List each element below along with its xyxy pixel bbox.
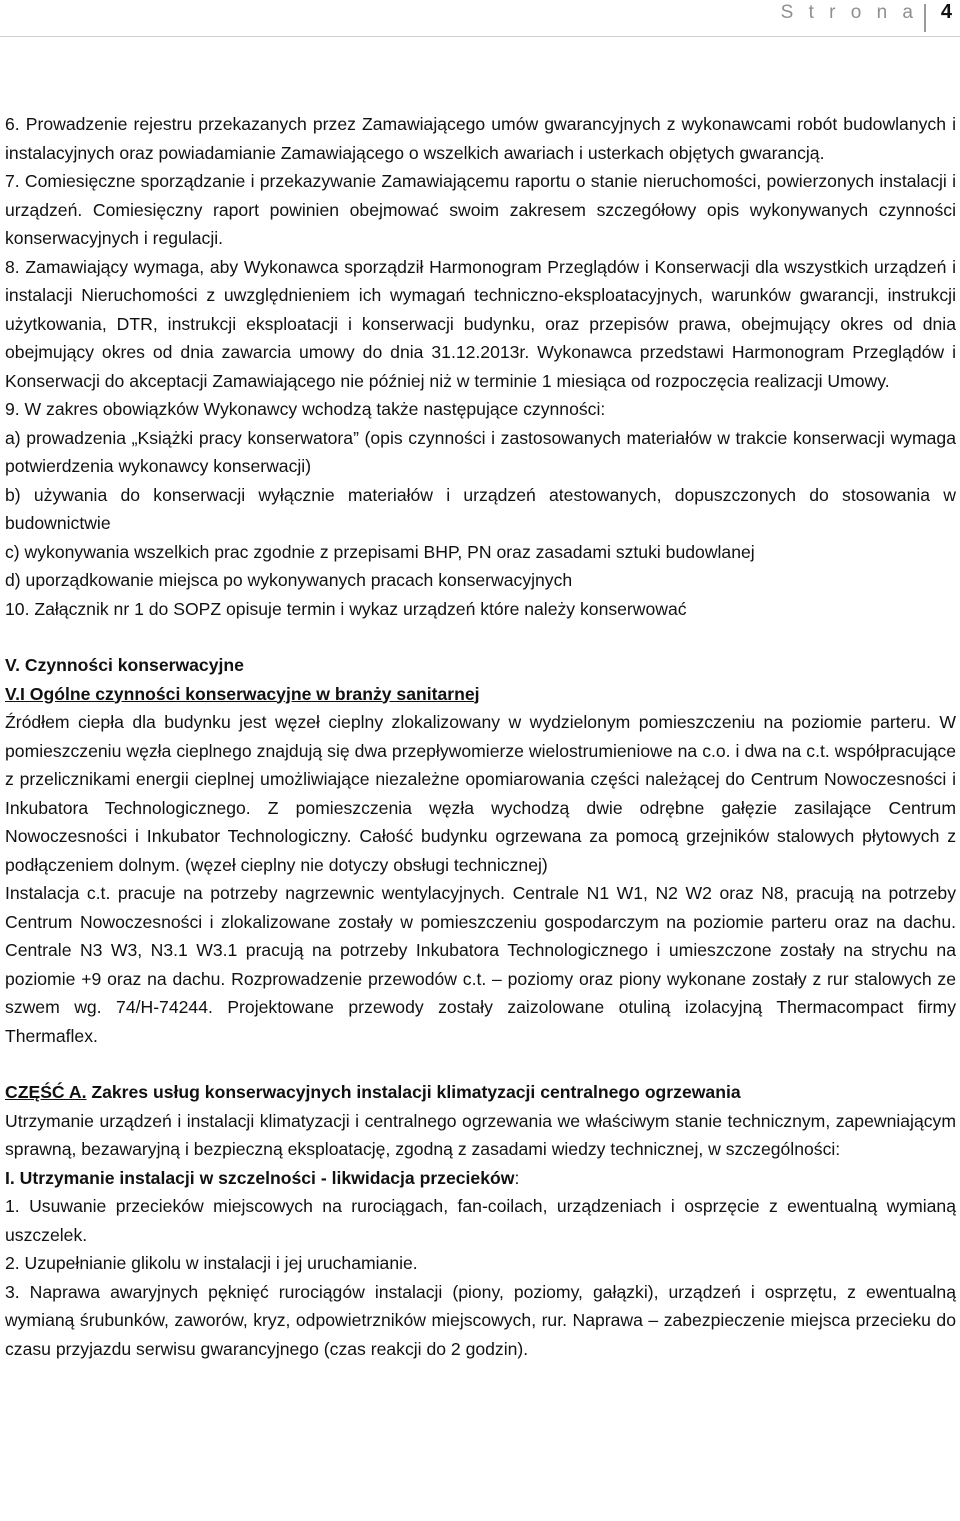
- part-a-item-2: 2. Uzupełnianie glikolu w instalacji i jej uruchamianie.: [5, 1253, 418, 1273]
- paragraph-9c: c) wykonywania wszelkich prac zgodnie z przepisami BHP, PN oraz zasadami sztuki budowlanej: [5, 541, 755, 562]
- section-v-title: V. Czynności konserwacyjne: [5, 655, 244, 675]
- header-rule: [0, 36, 960, 37]
- section-v-body-2: Instalacja c.t. pracuje na potrzeby nagrzewnic wentylacyjnych. Centrale N1 W1, N2 W2 oraz N8, pracują na potrzeby Centrum Nowoczesności i zlokalizowane zostały w pomieszczeniu gospodarczym na poziomie parteru oraz na dachu. Centrale N3 W3, N3.1 W3.1 pracują na potrzeby Inkubatora Technologicznego i umieszczone zostały na strychu na poziomie +9 oraz na dachu. Rozprowadzenie przewodów c.t. – poziomy oraz piony wykonane zostały z rur stalowych ze szwem wg. 74/H-74244. Projektowane przewody zostały zaizolowane otuliną izolacyjną Thermacompact firmy Thermaflex.: [5, 883, 956, 1046]
- page-header: [0, 0, 960, 32]
- part-a-item-1: 1. Usuwanie przecieków miejscowych na rurociągach, fan-coilach, urządzeniach i osprzęcie z ewentualną wymianą uszczelek.: [5, 1196, 956, 1245]
- paragraph-9: 9. W zakres obowiązków Wykonawcy wchodzą także następujące czynności:: [5, 399, 606, 419]
- part-a-subheading-colon: :: [514, 1167, 520, 1188]
- spacer: [5, 1050, 956, 1078]
- document-body: [5, 110, 956, 1363]
- page-label: S t r o n a: [780, 2, 918, 23]
- paragraph-8: 8. Zamawiający wymaga, aby Wykonawca sporządził Harmonogram Przeglądów i Konserwacji dla wszystkich urządzeń i instalacji Nieruchomości z uwzględnieniem ich wymagań techniczno-eksploatacyjnych, warunków gwarancji, instrukcji użytkowania, DTR, instrukcji eksploatacji i konserwacji budynku, oraz przepisów prawa, obejmujący okres od dnia obejmujący okres od dnia zawarcia umowy do dnia 31.12.2013r. Wykonawca przedstawi Harmonogram Przeglądów i Konserwacji do akceptacji Zamawiającego nie później niż w terminie 1 miesiąca od rozpoczęcia realizacji Umowy.: [5, 256, 956, 391]
- part-a-item-3: 3. Naprawa awaryjnych pęknięć rurociągów instalacji (piony, poziomy, gałązki), urządzeń i osprzętu, z ewentualną wymianą śrubunków, zaworów, kryz, odpowietrzników miejscowych, rur. Naprawa – zabezpieczenie miejsca przecieku do czasu przyjazdu serwisu gwarancyjnego (czas reakcji do 2 godzin).: [5, 1281, 956, 1359]
- paragraph-9b: b) używania do konserwacji wyłącznie materiałów i urządzeń atestowanych, dopuszczonych do stosowania w budownictwie: [5, 484, 956, 533]
- page-number: 4: [940, 1, 952, 23]
- paragraph-10: 10. Załącznik nr 1 do SOPZ opisuje termin i wykaz urządzeń które należy konserwować: [5, 598, 687, 619]
- paragraph-7: 7. Comiesięczne sporządzanie i przekazywanie Zamawiającemu raportu o stanie nieruchomości, powierzonych instalacji i urządzeń. Comiesięczny raport powinien obejmować swoim zakresem szczegółowy opis wykonywanych czynności konserwacyjnych i regulacji.: [5, 171, 956, 248]
- part-a-intro: Utrzymanie urządzeń i instalacji klimatyzacji i centralnego ogrzewania we właściwym stanie technicznym, zapewniającym sprawną, bezawaryjną i bezpieczną eksploatację, zgodną z zasadami wiedzy technicznej, w szczególności:: [5, 1110, 956, 1159]
- paragraph-9a: a) prowadzenia „Książki pracy konserwatora” (opis czynności i zastosowanych materiałów w trakcie konserwacji wymaga potwierdzenia wykonawcy konserwacji): [5, 427, 956, 476]
- section-v-body-1: Źródłem ciepła dla budynku jest węzeł cieplny zlokalizowany w wydzielonym pomieszczeniu na poziomie parteru. W pomieszczeniu węzła cieplnego znajdują się dwa przepływomierze wielostrumieniowe na c.o. i dwa na c.t. współpracujące z przelicznikami energii cieplnej umożliwiające niezależne opomiarowania części należącej do Centrum Nowoczesności i Inkubatora Technologicznego. Z pomieszczenia węzła wychodzą dwie odrębne gałęzie zasilające Centrum Nowoczesności i Inkubator Technologiczny. Całość budynku ogrzewana za pomocą grzejników stalowych płytowych z podłączeniem dolnym. (węzeł cieplny nie dotyczy obsługi technicznej): [5, 712, 956, 875]
- paragraph-9d: d) uporządkowanie miejsca po wykonywanych pracach konserwacyjnych: [5, 570, 573, 590]
- spacer: [5, 623, 956, 651]
- header-divider: [924, 4, 926, 32]
- section-v-subtitle: V.I Ogólne czynności konserwacyjne w branży sanitarnej: [5, 683, 480, 704]
- part-a-subheading-text: I. Utrzymanie instalacji w szczelności - likwidacja przecieków: [5, 1167, 515, 1188]
- paragraph-6: 6. Prowadzenie rejestru przekazanych przez Zamawiającego umów gwarancyjnych z wykonawcami robót budowlanych i instalacyjnych oraz powiadamianie Zamawiającego o wszelkich awariach i usterkach objętych gwarancją.: [5, 114, 956, 163]
- part-a-subheading: [5, 1164, 956, 1193]
- part-a-label: CZĘŚĆ A.: [5, 1082, 87, 1102]
- part-a-title: Zakres usług konserwacyjnych instalacji klimatyzacji centralnego ogrzewania: [91, 1082, 741, 1102]
- part-a-heading: [5, 1078, 956, 1107]
